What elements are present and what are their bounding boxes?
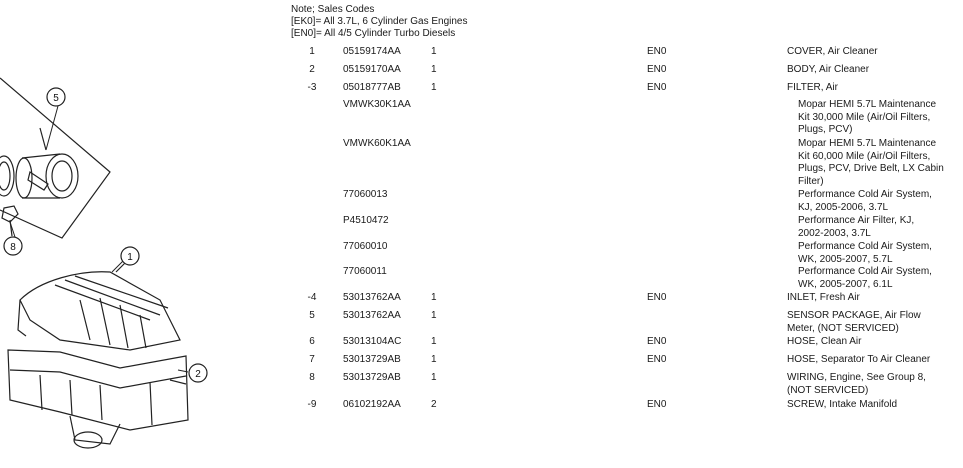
description-line: Plugs, PCV, Drive Belt, LX Cabin (798, 163, 944, 174)
part-number: 77060013 (343, 189, 388, 200)
description-line: WK, 2005-2007, 5.7L (798, 253, 893, 265)
description-line: Performance Cold Air System, (798, 189, 932, 200)
description-line: Kit 30,000 Mile (Air/Oil Filters, (798, 111, 931, 123)
sales-code: EN0 (647, 336, 667, 347)
quantity: 1 (431, 46, 437, 57)
sales-code: EN0 (647, 82, 667, 93)
quantity: 1 (431, 336, 437, 347)
sales-code: EN0 (647, 46, 667, 57)
description-line: Performance Cold Air System, (798, 241, 932, 252)
sales-code: EN0 (647, 292, 667, 303)
description-line: Performance Air Filter, KJ, (798, 215, 915, 226)
description-line: SCREW, Intake Manifold (787, 399, 898, 410)
quantity: 1 (431, 82, 437, 93)
ref-number: 5 (309, 310, 315, 321)
part-number: 77060010 (343, 241, 388, 252)
description-line: Performance Cold Air System, (798, 266, 932, 277)
description-line: Plugs, PCV) (798, 124, 853, 135)
ref-number: -4 (307, 292, 317, 303)
description-line: HOSE, Separator To Air Cleaner (787, 354, 931, 365)
description-line: Meter, (NOT SERVICED) (787, 322, 899, 334)
description-line: WIRING, Engine, See Group 8, (787, 372, 926, 383)
part-number: 06102192AA (343, 399, 401, 410)
quantity: 1 (431, 292, 437, 303)
description-line: KJ, 2005-2006, 3.7L (798, 201, 889, 213)
description-line: Mopar HEMI 5.7L Maintenance (798, 99, 937, 110)
callout-label: 5 (53, 93, 59, 104)
part-number: 53013104AC (343, 336, 402, 347)
ref-number: 6 (309, 336, 315, 347)
quantity: 1 (431, 64, 437, 75)
sales-code: EN0 (647, 399, 667, 410)
part-number: P4510472 (343, 215, 389, 226)
quantity: 1 (431, 310, 437, 321)
description-line: Mopar HEMI 5.7L Maintenance (798, 138, 937, 149)
description-line: INLET, Fresh Air (787, 292, 860, 303)
quantity: 1 (431, 372, 437, 383)
part-number: 53013762AA (343, 310, 401, 321)
description-line: 2002-2003, 3.7L (798, 227, 871, 239)
callout-label: 2 (195, 369, 201, 380)
description-line: COVER, Air Cleaner (787, 46, 878, 57)
callout-label: 8 (10, 242, 16, 253)
part-number: VMWK30K1AA (343, 99, 411, 110)
note-line: [EN0]= All 4/5 Cylinder Turbo Diesels (291, 28, 456, 39)
description-line: (NOT SERVICED) (787, 384, 869, 396)
ref-number: 7 (309, 354, 315, 365)
note-line: [EK0]= All 3.7L, 6 Cylinder Gas Engines (291, 16, 468, 27)
note-title: Note; Sales Codes (291, 4, 375, 15)
description-line: HOSE, Clean Air (787, 336, 862, 347)
quantity: 2 (431, 399, 437, 410)
ref-number: 8 (309, 372, 315, 383)
description-line: BODY, Air Cleaner (787, 64, 870, 75)
sales-code: EN0 (647, 354, 667, 365)
callout-label: 1 (127, 252, 133, 263)
description-line: FILTER, Air (787, 82, 838, 93)
part-number: 53013729AB (343, 354, 401, 365)
description-line: SENSOR PACKAGE, Air Flow (787, 310, 921, 321)
ref-number: 1 (309, 46, 315, 57)
sales-code: EN0 (647, 64, 667, 75)
description-line: Filter) (798, 175, 824, 187)
part-number: VMWK60K1AA (343, 138, 411, 149)
description-line: WK, 2005-2007, 6.1L (798, 278, 893, 290)
part-number: 05159170AA (343, 64, 401, 75)
part-number: 77060011 (343, 266, 387, 277)
ref-number: -9 (307, 399, 317, 410)
part-number: 05018777AB (343, 82, 401, 93)
part-number: 53013762AA (343, 292, 401, 303)
part-number: 53013729AB (343, 372, 401, 383)
quantity: 1 (431, 354, 437, 365)
part-number: 05159174AA (343, 46, 401, 57)
ref-number: 2 (309, 64, 315, 75)
description-line: Kit 60,000 Mile (Air/Oil Filters, (798, 150, 931, 162)
ref-number: -3 (307, 82, 317, 93)
